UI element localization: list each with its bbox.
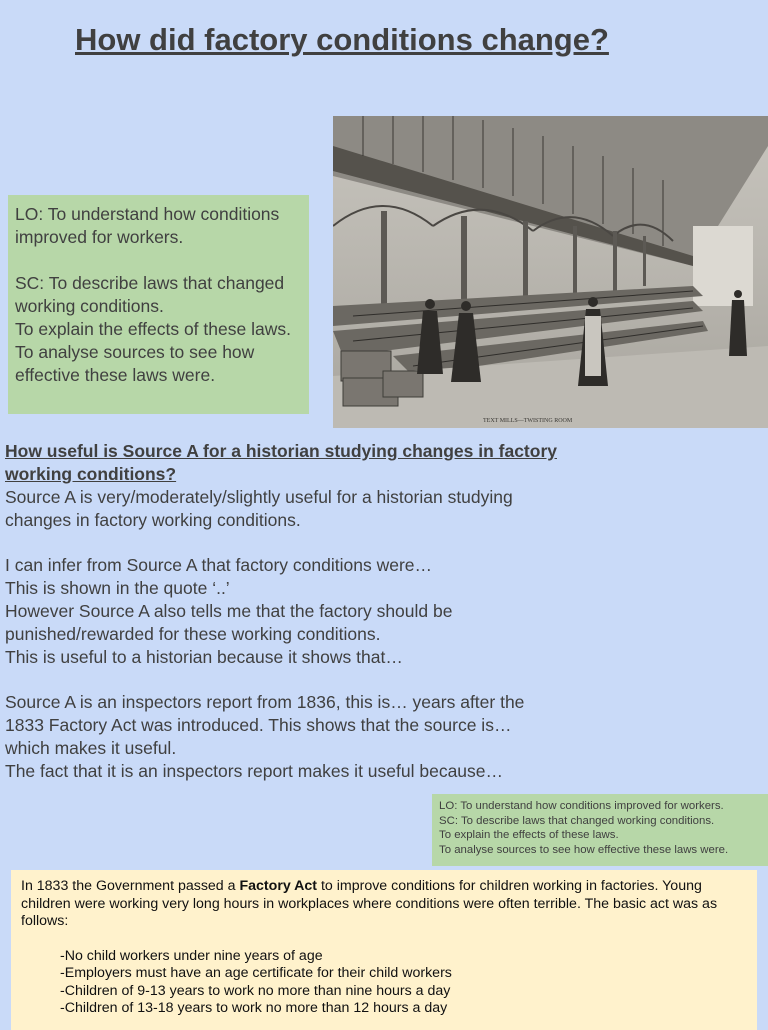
factory-act-box xyxy=(11,870,757,1030)
objectives-box xyxy=(8,195,309,414)
intro-text: to improve conditions for children working in factories. Young children were working very long hours in workplaces where conditions were often terrible. The basic act was as follows: xyxy=(21,878,718,929)
success-criteria-1: SC: To describe laws that changed working conditions. xyxy=(15,273,285,316)
success-criteria-3: To analyse sources to see how effective these laws were. xyxy=(15,342,255,385)
answer-line: This is shown in the quote ‘..’ xyxy=(5,578,230,599)
image-caption: TEXT MILLS—TWISTING ROOM xyxy=(483,418,573,424)
answer-line: However Source A also tells me that the factory should be xyxy=(5,600,453,621)
answer-line: This is useful to a historian because it shows that… xyxy=(5,646,403,667)
answer-line: Source A is very/moderately/slightly useful for a historian studying xyxy=(5,487,513,507)
objectives-box-small xyxy=(432,794,768,866)
answer-line: I can infer from Source A that factory conditions were… xyxy=(5,555,433,576)
intro-text: In 1833 the Government passed a xyxy=(21,878,240,894)
question-heading: How useful is Source A for a historian studying changes in factory working conditions? xyxy=(5,441,557,484)
factory-act-intro xyxy=(21,878,747,931)
answer-line: 1833 Factory Act was introduced. This shows that the source is… xyxy=(5,714,512,735)
rule-item: -Children of 9-13 years to work no more than nine hours a day xyxy=(60,982,451,999)
answer-line: punished/rewarded for these working conditions. xyxy=(5,623,381,644)
answer-line: Source A is an inspectors report from 1836, this is… years after the xyxy=(5,692,525,713)
success-criteria-2: To explain the effects of these laws. xyxy=(15,319,291,339)
learning-objective: LO: To understand how conditions improved for workers. xyxy=(15,204,280,247)
factory-act-term: Factory Act xyxy=(239,878,318,894)
rule-item: -Children of 13-18 years to work no more than 12 hours a day xyxy=(60,1000,448,1016)
factory-engraving-image xyxy=(333,116,768,428)
rule-item: -No child workers under nine years of age xyxy=(60,947,323,964)
answer-line: changes in factory working conditions. xyxy=(5,509,301,530)
rule-item: -Employers must have an age certificate for their child workers xyxy=(60,965,452,981)
answer-scaffold xyxy=(5,486,625,782)
factory-act-rules xyxy=(21,948,747,1018)
objective-line: To analyse sources to see how effective these laws were. xyxy=(439,843,729,856)
answer-line: The fact that it is an inspectors report makes it useful because… xyxy=(5,760,504,781)
page-title: How did factory conditions change? xyxy=(75,22,609,57)
objective-line: LO: To understand how conditions improved for workers. xyxy=(439,800,724,812)
objective-line: SC: To describe laws that changed working conditions. xyxy=(439,814,715,827)
answer-line: which makes it useful. xyxy=(5,737,177,758)
objective-line: To explain the effects of these laws. xyxy=(439,829,619,841)
